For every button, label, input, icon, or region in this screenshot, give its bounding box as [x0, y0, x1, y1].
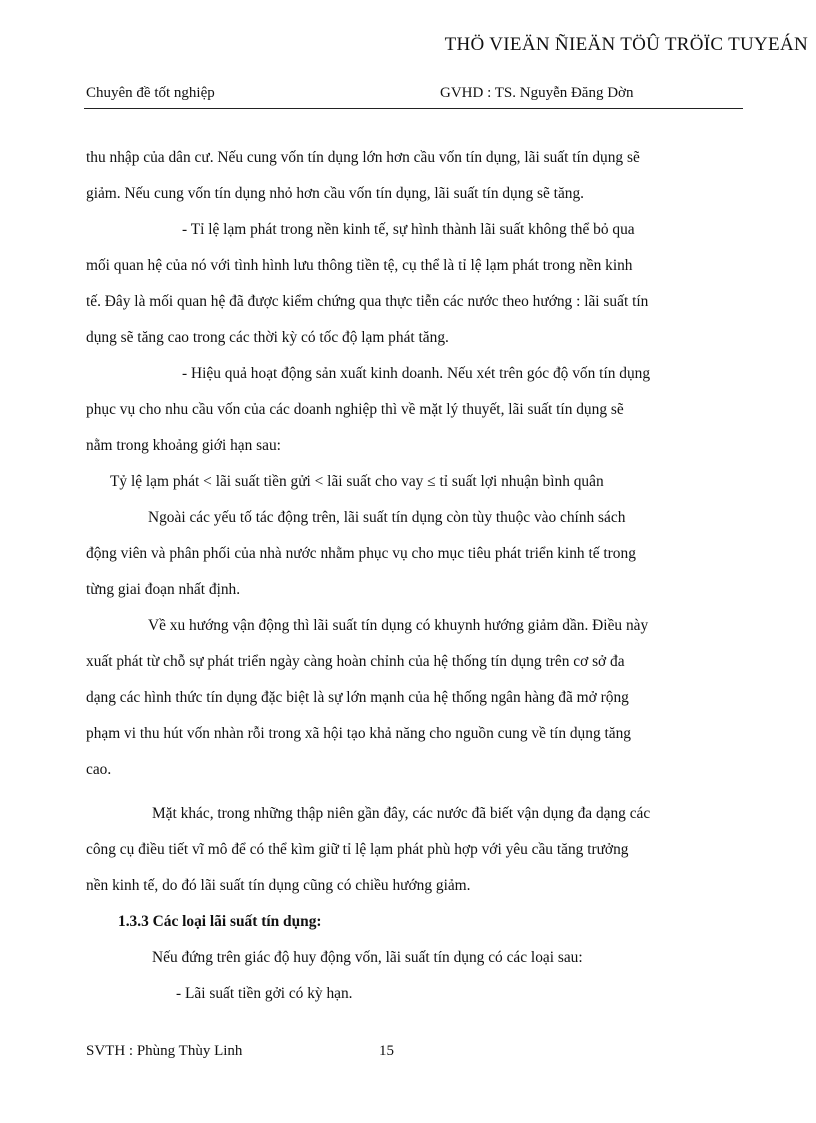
paragraph-line: dụng sẽ tăng cao trong các thời kỳ có tốc độ lạm phát tăng. [86, 329, 449, 346]
paragraph-line: cao. [86, 761, 112, 778]
paragraph-line: Nếu đứng trên giác độ huy động vốn, lãi suất tín dụng có các loại sau: [152, 949, 583, 966]
section-heading: 1.3.3 Các loại lãi suất tín dụng: [118, 913, 322, 930]
paragraph-line: phục vụ cho nhu cầu vốn của các doanh nghiệp thì về mặt lý thuyết, lãi suất tín dụng sẽ [86, 401, 624, 418]
paragraph-line: Về xu hướng vận động thì lãi suất tín dụng có khuynh hướng giảm dần. Điều này [148, 617, 649, 634]
paragraph-line: giảm. Nếu cung vốn tín dụng nhỏ hơn cầu vốn tín dụng, lãi suất tín dụng sẽ tăng. [86, 185, 585, 202]
page-number: 15 [379, 1043, 394, 1059]
footer-author: SVTH : Phùng Thùy Linh [86, 1043, 243, 1059]
paragraph-line: động viên và phân phối của nhà nước nhằm phục vụ cho mục tiêu phát triển kinh tế trong [86, 545, 636, 562]
paragraph-line: thu nhập của dân cư. Nếu cung vốn tín dụng lớn hơn cầu vốn tín dụng, lãi suất tín dụng sẽ [86, 149, 640, 166]
paragraph-line: Ngoài các yếu tố tác động trên, lãi suất tín dụng còn tùy thuộc vào chính sách [148, 509, 626, 526]
formula-line: Tỷ lệ lạm phát < lãi suất tiền gửi < lãi suất cho vay ≤ tỉ suất lợi nhuận bình quân [110, 473, 604, 490]
paragraph-line: - Hiệu quả hoạt động sản xuất kinh doanh. Nếu xét trên góc độ vốn tín dụng [182, 365, 651, 382]
paragraph-line: nằm trong khoảng giới hạn sau: [86, 437, 281, 454]
body-text [86, 140, 746, 1012]
paragraph-line: nền kinh tế, do đó lãi suất tín dụng cũng có chiều hướng giảm. [86, 877, 471, 894]
header-right: GVHD : TS. Nguyễn Đăng Dờn [440, 85, 634, 101]
header-left: Chuyên đề tốt nghiệp [86, 85, 215, 101]
header-rule [84, 108, 743, 109]
paragraph-line: xuất phát từ chỗ sự phát triển ngày càng hoàn chỉnh của hệ thống tín dụng trên cơ sở đa [86, 653, 625, 670]
paragraph-line: - Lãi suất tiền gởi có kỳ hạn. [176, 985, 353, 1002]
paragraph-line: tế. Đây là mối quan hệ đã được kiểm chứng qua thực tiễn các nước theo hướng : lãi suất tín [86, 293, 649, 310]
watermark-text: THÖ VIEÄN ÑIEÄN TÖÛ TRÖÏC TUYEÁN [444, 34, 808, 55]
paragraph-line: phạm vi thu hút vốn nhàn rỗi trong xã hội tạo khả năng cho nguồn cung về tín dụng tăng [86, 725, 631, 742]
paragraph-line: mối quan hệ của nó với tình hình lưu thông tiền tệ, cụ thể là tỉ lệ lạm phát trong nền kinh [86, 257, 633, 274]
paragraph-line: công cụ điều tiết vĩ mô để có thể kìm giữ tỉ lệ lạm phát phù hợp với yêu cầu tăng trưởng [86, 841, 629, 858]
paragraph-line: từng giai đoạn nhất định. [86, 581, 241, 598]
paragraph-line: Mặt khác, trong những thập niên gần đây, các nước đã biết vận dụng đa dạng các [152, 805, 651, 822]
paragraph-line: dạng các hình thức tín dụng đặc biệt là sự lớn mạnh của hệ thống ngân hàng đã mở rộng [86, 689, 629, 706]
paragraph-line: - Tỉ lệ lạm phát trong nền kinh tế, sự hình thành lãi suất không thể bỏ qua [182, 221, 635, 238]
